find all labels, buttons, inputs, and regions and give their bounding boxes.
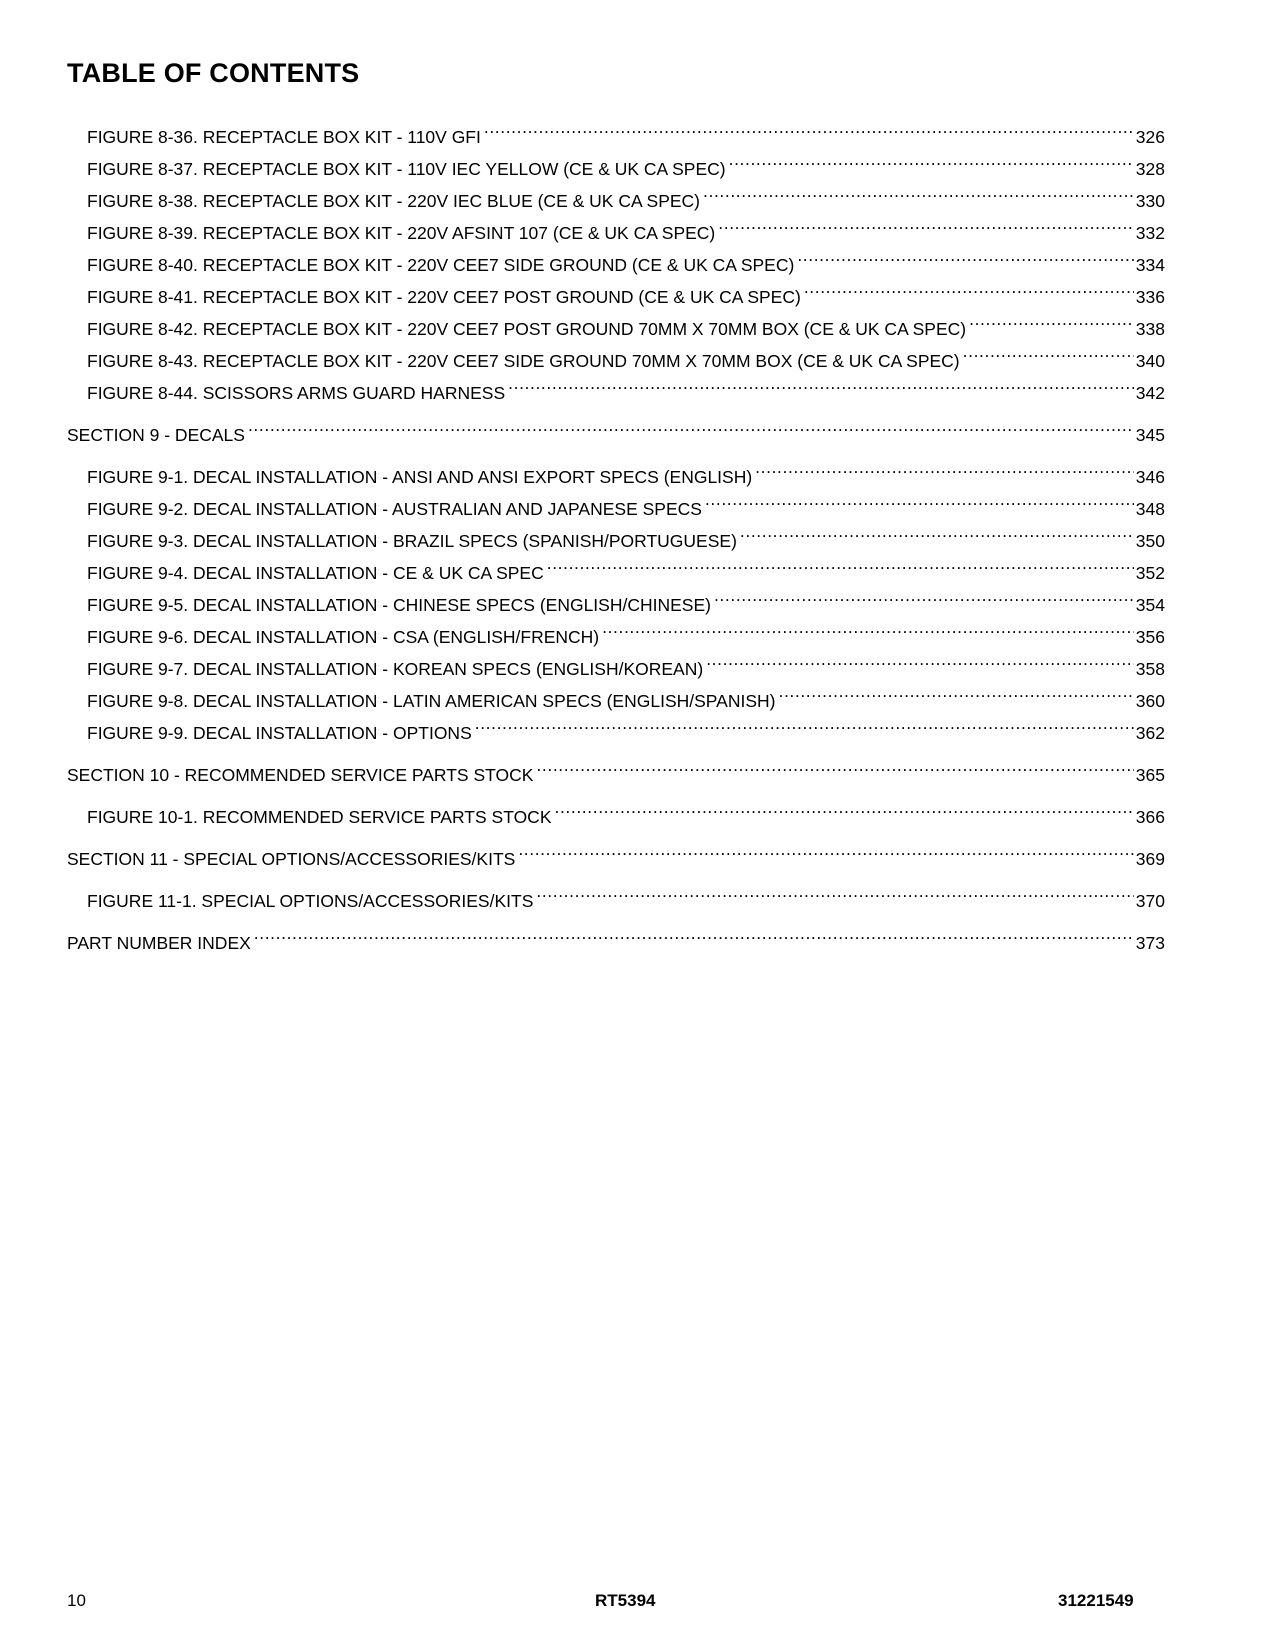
- dot-leader: [778, 675, 1133, 707]
- dot-leader: [555, 791, 1134, 823]
- toc-entry-title: FIGURE 9-2. DECAL INSTALLATION - AUSTRALIAN AND JAPANESE SPECS: [87, 499, 702, 519]
- toc-entry-title: FIGURE 11-1. SPECIAL OPTIONS/ACCESSORIES/KITS: [87, 891, 534, 911]
- toc-section-entry: [67, 917, 1165, 953]
- dot-leader: [714, 579, 1134, 611]
- toc-entry-title: FIGURE 8-44. SCISSORS ARMS GUARD HARNESS: [87, 383, 506, 403]
- page-title: TABLE OF CONTENTS: [67, 58, 360, 88]
- footer-document-number: 31221549: [1058, 1591, 1134, 1610]
- toc-entry-title: FIGURE 9-8. DECAL INSTALLATION - LATIN AMERICAN SPECS (ENGLISH/SPANISH): [87, 691, 776, 711]
- toc-entry-page: 370: [1135, 891, 1165, 911]
- dot-leader: [475, 707, 1134, 739]
- dot-leader: [547, 547, 1134, 579]
- toc-entry-page: 356: [1135, 627, 1165, 647]
- dot-leader: [729, 143, 1134, 175]
- toc-entry-title: FIGURE 9-9. DECAL INSTALLATION - OPTIONS: [87, 723, 472, 743]
- toc-entry-page: 330: [1135, 191, 1165, 211]
- toc-entry-title: SECTION 9 - DECALS: [67, 425, 245, 445]
- toc-entry-title: FIGURE 8-42. RECEPTACLE BOX KIT - 220V CEE7 POST GROUND 70MM X 70MM BOX (CE & UK CA SPEC): [87, 319, 967, 339]
- toc-figure-entry: [67, 111, 1165, 147]
- toc-entry-page: 362: [1135, 723, 1165, 743]
- toc-entry-title: FIGURE 9-7. DECAL INSTALLATION - KOREAN SPECS (ENGLISH/KOREAN): [87, 659, 704, 679]
- dot-leader: [508, 367, 1134, 399]
- footer-page-number: 10: [67, 1591, 86, 1610]
- dot-leader: [536, 875, 1133, 907]
- toc-entry-page: 342: [1135, 383, 1165, 403]
- dot-leader: [536, 749, 1133, 781]
- dot-leader: [718, 207, 1134, 239]
- toc-figure-entry: [67, 791, 1165, 827]
- toc-entry-page: 346: [1135, 467, 1165, 487]
- toc-figure-entry: [67, 451, 1165, 487]
- toc-entry-page: 334: [1135, 255, 1165, 275]
- toc-section-entry: [67, 749, 1165, 785]
- toc-entry-page: 369: [1135, 849, 1165, 869]
- toc-entry-page: 332: [1135, 223, 1165, 243]
- toc-entry-page: 338: [1135, 319, 1165, 339]
- toc-entry-title: FIGURE 8-36. RECEPTACLE BOX KIT - 110V GFI: [87, 127, 481, 147]
- toc-entry-title: FIGURE 9-1. DECAL INSTALLATION - ANSI AND ANSI EXPORT SPECS (ENGLISH): [87, 467, 753, 487]
- dot-leader: [705, 483, 1134, 515]
- table-of-contents: [67, 111, 1165, 953]
- dot-leader: [963, 335, 1134, 367]
- toc-entry-page: 365: [1135, 765, 1165, 785]
- toc-section-entry: [67, 833, 1165, 869]
- dot-leader: [248, 409, 1134, 441]
- toc-entry-page: 350: [1135, 531, 1165, 551]
- toc-entry-title: SECTION 11 - SPECIAL OPTIONS/ACCESSORIES/KITS: [67, 849, 516, 869]
- dot-leader: [703, 175, 1134, 207]
- dot-leader: [804, 271, 1134, 303]
- toc-entry-title: PART NUMBER INDEX: [67, 933, 251, 953]
- toc-entry-title: FIGURE 8-39. RECEPTACLE BOX KIT - 220V AFSINT 107 (CE & UK CA SPEC): [87, 223, 716, 243]
- toc-entry-page: 354: [1135, 595, 1165, 615]
- toc-entry-title: FIGURE 8-37. RECEPTACLE BOX KIT - 110V IEC YELLOW (CE & UK CA SPEC): [87, 159, 726, 179]
- toc-entry-title: FIGURE 9-3. DECAL INSTALLATION - BRAZIL SPECS (SPANISH/PORTUGUESE): [87, 531, 737, 551]
- toc-entry-title: FIGURE 8-43. RECEPTACLE BOX KIT - 220V CEE7 SIDE GROUND 70MM X 70MM BOX (CE & UK CA SPEC): [87, 351, 960, 371]
- toc-entry-page: 340: [1135, 351, 1165, 371]
- dot-leader: [602, 611, 1134, 643]
- toc-entry-page: 366: [1135, 807, 1165, 827]
- toc-entry-title: SECTION 10 - RECOMMENDED SERVICE PARTS STOCK: [67, 765, 534, 785]
- toc-entry-title: FIGURE 8-38. RECEPTACLE BOX KIT - 220V IEC BLUE (CE & UK CA SPEC): [87, 191, 701, 211]
- toc-entry-title: FIGURE 10-1. RECOMMENDED SERVICE PARTS STOCK: [87, 807, 552, 827]
- toc-entry-page: 360: [1135, 691, 1165, 711]
- dot-leader: [969, 303, 1134, 335]
- dot-leader: [484, 111, 1134, 143]
- toc-entry-title: FIGURE 9-5. DECAL INSTALLATION - CHINESE SPECS (ENGLISH/CHINESE): [87, 595, 711, 615]
- toc-entry-page: 328: [1135, 159, 1165, 179]
- toc-entry-page: 348: [1135, 499, 1165, 519]
- dot-leader: [797, 239, 1133, 271]
- dot-leader: [254, 917, 1134, 949]
- toc-entry-page: 352: [1135, 563, 1165, 583]
- dot-leader: [755, 451, 1134, 483]
- dot-leader: [518, 833, 1133, 865]
- toc-entry-page: 358: [1135, 659, 1165, 679]
- toc-entry-title: FIGURE 8-40. RECEPTACLE BOX KIT - 220V CEE7 SIDE GROUND (CE & UK CA SPEC): [87, 255, 795, 275]
- toc-section-entry: [67, 409, 1165, 445]
- toc-entry-page: 373: [1135, 933, 1165, 953]
- dot-leader: [706, 643, 1134, 675]
- dot-leader: [740, 515, 1134, 547]
- toc-entry-title: FIGURE 9-6. DECAL INSTALLATION - CSA (ENGLISH/FRENCH): [87, 627, 600, 647]
- toc-entry-page: 336: [1135, 287, 1165, 307]
- toc-entry-page: 326: [1135, 127, 1165, 147]
- toc-entry-title: FIGURE 9-4. DECAL INSTALLATION - CE & UK CA SPEC: [87, 563, 544, 583]
- toc-entry-page: 345: [1135, 425, 1165, 445]
- footer-model: RT5394: [595, 1591, 656, 1610]
- toc-entry-title: FIGURE 8-41. RECEPTACLE BOX KIT - 220V CEE7 POST GROUND (CE & UK CA SPEC): [87, 287, 801, 307]
- toc-figure-entry: [67, 875, 1165, 911]
